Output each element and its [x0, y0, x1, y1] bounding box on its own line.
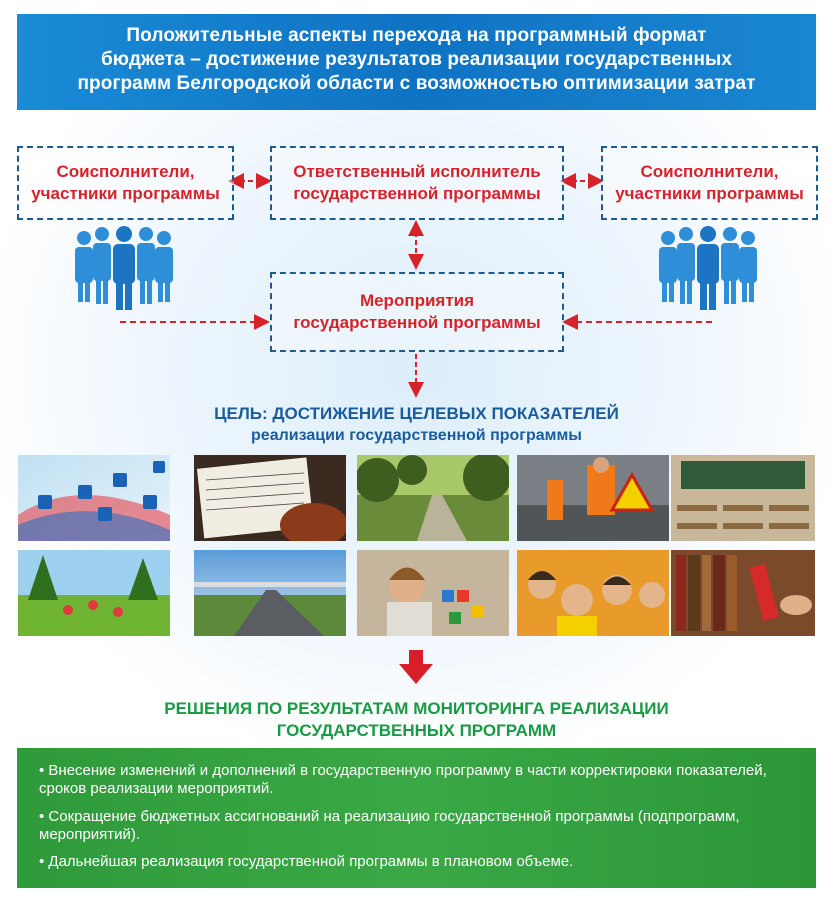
decisions-panel: [17, 748, 816, 888]
road-workers-photo: [517, 455, 669, 541]
children-meadow-photo: [18, 550, 170, 636]
box-activities-label: Мероприятия государственной программы: [293, 291, 541, 332]
child-toy-blocks-photo: [357, 550, 509, 636]
decisions-title-line1: РЕШЕНИЯ ПО РЕЗУЛЬТАТАМ МОНИТОРИНГА РЕАЛИЗАЦИИ: [164, 699, 669, 718]
library-books-photo: [671, 550, 815, 636]
box-responsible-executor-label: Ответственный исполнитель государственной программы: [293, 162, 541, 203]
box-activities: [270, 272, 564, 352]
page-title: Положительные аспекты перехода на программный формат бюджета – достижение результатов реализации государственных программ Белгородской области с возможностью оптимизации затрат: [77, 25, 756, 94]
decision-item-2: • Сокращение бюджетных ассигнований на реализацию государственной программы (подпрограмм, мероприятий).: [39, 808, 740, 843]
box-coexecutors-right: [601, 146, 818, 220]
people-group-icon-right: [656, 226, 760, 310]
decisions-title-line2: ГОСУДАРСТВЕННЫХ ПРОГРАММ: [276, 721, 557, 740]
people-group-icon: [72, 226, 176, 310]
happy-youth-photo: [517, 550, 669, 636]
violin-sheet-music-photo: [194, 455, 346, 541]
highway-photo: [194, 550, 346, 636]
decision-item-3: • Дальнейшая реализация государственной программы в плановом объеме.: [39, 853, 574, 870]
box-responsible-executor: [270, 146, 564, 220]
classroom-photo: [671, 455, 815, 541]
park-alley-photo: [357, 455, 509, 541]
big-down-arrow-icon: [399, 650, 433, 684]
box-coexecutors-left: [17, 146, 234, 220]
decision-item-1: • Внесение изменений и дополнений в государственную программу в части корректировки показателей, сроков реализации мероприятий.: [39, 762, 767, 797]
box-coexecutors-left-label: Соисполнители, участники программы: [31, 162, 220, 203]
goal-title: ЦЕЛЬ: ДОСТИЖЕНИЕ ЦЕЛЕВЫХ ПОКАЗАТЕЛЕЙ: [214, 404, 619, 423]
sports-icons-photo: [18, 455, 170, 541]
goal-subtitle: реализации государственной программы: [251, 427, 582, 444]
box-coexecutors-right-label: Соисполнители, участники программы: [615, 162, 804, 203]
